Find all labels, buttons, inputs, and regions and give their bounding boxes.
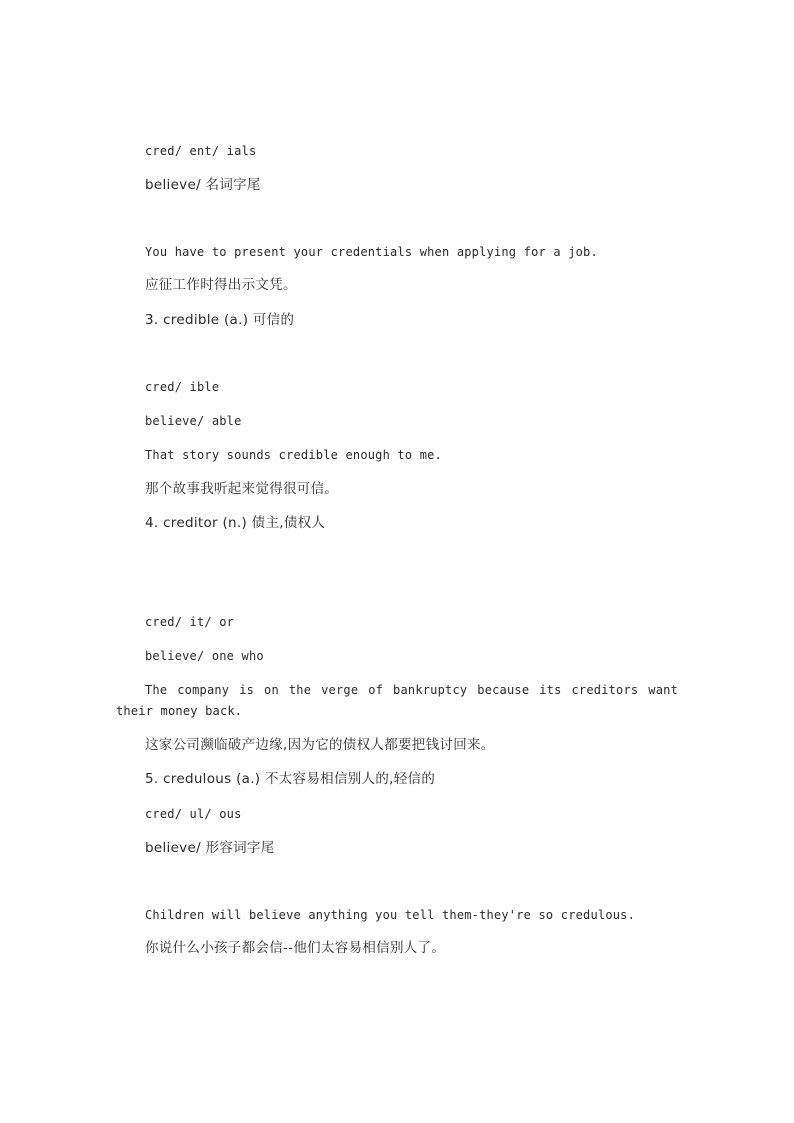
translation-credulous: 你说什么小孩子都会信--他们太容易相信别人了。: [145, 940, 446, 956]
example-sentence-creditor: The company is on the verge of bankruptcy because its creditors want their money back.: [116, 683, 678, 718]
translation-credible: 那个故事我听起来觉得很可信。: [145, 481, 339, 497]
entry-heading-credulous: 5. credulous (a.) 不太容易相信别人的,轻信的: [145, 771, 436, 787]
meaning-line-credulous: believe/ 形容词字尾: [145, 840, 275, 856]
example-sentence-credible: That story sounds credible enough to me.: [145, 448, 442, 462]
morpheme-line-credible: cred/ ible: [145, 380, 220, 394]
meaning-line-credible: believe/ able: [145, 414, 242, 428]
entry-heading-creditor: 4. creditor (n.) 债主,债权人: [145, 515, 326, 531]
entry-heading-credible: 3. credible (a.) 可信的: [145, 312, 295, 328]
morpheme-line-credentials: cred/ ent/ ials: [145, 144, 257, 158]
example-sentence-credentials: You have to present your credentials when applying for a job.: [145, 245, 598, 259]
meaning-line-creditor: believe/ one who: [145, 649, 264, 663]
translation-credentials: 应征工作时得出示文凭。: [145, 277, 297, 293]
meaning-line-credentials: believe/ 名词字尾: [145, 177, 261, 193]
example-sentence-credulous: Children will believe anything you tell them-they're so credulous.: [145, 908, 636, 922]
translation-creditor: 这家公司濒临破产边缘,因为它的债权人都要把钱讨回来。: [145, 737, 495, 753]
morpheme-line-credulous: cred/ ul/ ous: [145, 807, 242, 821]
morpheme-line-creditor: cred/ it/ or: [145, 615, 235, 629]
